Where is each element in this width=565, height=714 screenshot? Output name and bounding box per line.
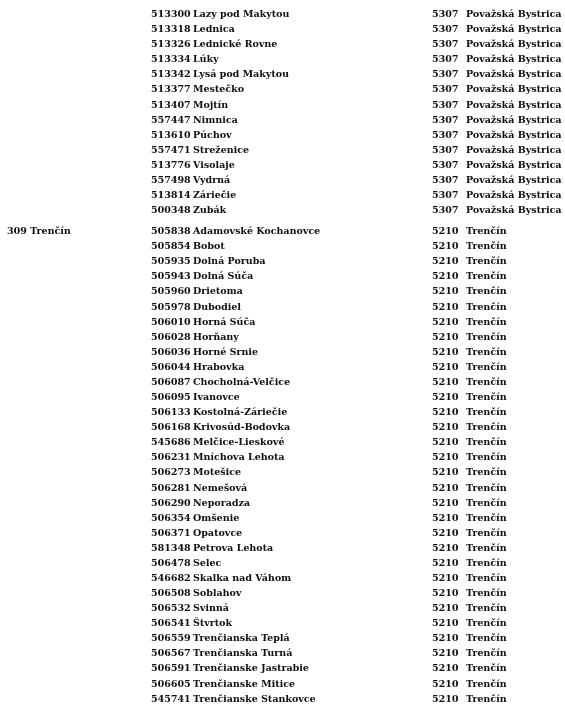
district-name: Trenčín (466, 648, 507, 660)
table-row (0, 420, 565, 435)
district-name: Trenčín (466, 316, 507, 328)
municipality-code: 513814 (151, 190, 191, 201)
district-code: 5210 (432, 452, 459, 464)
table-row (0, 158, 565, 173)
municipality-name: Motešice (193, 467, 242, 479)
district-name: Považská Bystrica (466, 54, 562, 66)
table-row (0, 692, 565, 707)
district-name: Považská Bystrica (466, 9, 562, 20)
municipality-name: Lysá pod Makytou (193, 69, 290, 81)
table-row (0, 37, 565, 52)
district-name: Trenčín (466, 512, 507, 524)
municipality-name: Záriečie (193, 190, 237, 201)
table-row (0, 556, 565, 571)
district-code: 5210 (432, 467, 459, 479)
municipality-name: Neporadza (193, 497, 251, 509)
district-name: Trenčín (466, 226, 507, 238)
district-code: 5307 (432, 99, 459, 111)
district-code: 5210 (432, 557, 459, 569)
municipality-code: 506028 (151, 331, 191, 343)
municipality-name: Trenčianske Jastrabie (193, 663, 309, 675)
table-row (0, 98, 565, 113)
district-name: Trenčín (466, 693, 507, 705)
district-code: 5210 (432, 361, 459, 373)
municipality-code: 557447 (151, 114, 191, 126)
municipality-name: Trenčianska Turná (193, 648, 293, 660)
table-row (0, 661, 565, 676)
table-row (0, 254, 565, 269)
district-name: Trenčín (466, 678, 507, 690)
table-row (0, 601, 565, 616)
municipality-name: Ivanovce (193, 392, 240, 403)
municipality-name: Omšenie (193, 512, 240, 524)
municipality-code: 506567 (151, 648, 191, 660)
municipality-code: 506559 (151, 633, 191, 645)
municipality-code: 505943 (151, 271, 191, 283)
district-name: Považská Bystrica (466, 39, 562, 51)
municipality-name: Bobot (193, 241, 225, 253)
district-code: 5210 (432, 422, 459, 434)
municipality-name: Melčice-Lieskové (193, 437, 285, 449)
table-row (0, 173, 565, 188)
district-code: 5210 (432, 527, 459, 539)
district-code: 5307 (432, 39, 459, 51)
district-code: 5210 (432, 392, 459, 403)
municipality-name: Horná Súča (193, 316, 256, 328)
district-name: Trenčín (466, 346, 507, 358)
table-row (0, 203, 565, 218)
district-name: Trenčín (466, 256, 507, 268)
district-code: 5210 (432, 241, 459, 253)
district-code: 5210 (432, 693, 459, 705)
municipality-name: Chocholná-Velčice (193, 376, 291, 388)
district-name: Trenčín (466, 422, 507, 434)
district-code: 5210 (432, 407, 459, 419)
district-label: 309 Trenčín (7, 226, 71, 238)
district-code: 5210 (432, 663, 459, 675)
table-row (0, 435, 565, 450)
municipality-code: 505838 (151, 226, 191, 238)
municipality-code: 506231 (151, 452, 191, 464)
municipality-code: 505960 (151, 286, 191, 298)
table-row (0, 224, 565, 239)
district-code: 5307 (432, 190, 459, 201)
municipality-name: Svinná (193, 603, 229, 615)
municipality-code: 581348 (151, 542, 191, 554)
municipality-code: 513776 (151, 159, 191, 171)
municipality-code: 506290 (151, 497, 191, 509)
municipality-name: Petrova Lehota (193, 542, 274, 554)
municipality-code: 513610 (151, 129, 191, 141)
municipality-name: Trenčianska Teplá (193, 633, 290, 645)
district-code: 5307 (432, 114, 459, 126)
municipality-name: Zubák (193, 205, 227, 216)
district-code: 5210 (432, 648, 459, 660)
district-code: 5210 (432, 618, 459, 630)
table-row (0, 511, 565, 526)
district-name: Trenčín (466, 271, 507, 283)
district-name: Trenčín (466, 618, 507, 630)
municipality-code: 505978 (151, 301, 191, 313)
district-name: Považská Bystrica (466, 69, 562, 81)
municipality-code: 513407 (151, 99, 191, 111)
table-row (0, 284, 565, 299)
municipality-code: 513318 (151, 24, 191, 36)
municipality-code: 506591 (151, 663, 191, 675)
district-name: Trenčín (466, 497, 507, 509)
municipality-name: Vydrná (193, 174, 231, 186)
municipality-code: 506478 (151, 557, 191, 569)
district-name: Považská Bystrica (466, 159, 562, 171)
municipality-code: 506010 (151, 316, 191, 328)
table-row (0, 239, 565, 254)
district-name: Trenčín (466, 452, 507, 464)
district-name: Trenčín (466, 301, 507, 313)
municipality-code: 506044 (151, 361, 191, 373)
municipality-code: 506541 (151, 618, 191, 630)
district-name: Trenčín (466, 542, 507, 554)
district-name: Trenčín (466, 603, 507, 615)
municipality-code: 506133 (151, 407, 191, 419)
district-code: 5210 (432, 316, 459, 328)
district-code: 5307 (432, 9, 459, 20)
district-name: Trenčín (466, 527, 507, 539)
table-row (0, 300, 565, 315)
municipality-name: Streženice (193, 144, 250, 156)
municipality-name: Soblahov (193, 588, 242, 599)
table-row (0, 465, 565, 480)
municipality-name: Dolná Poruba (193, 256, 266, 268)
district-name: Trenčín (466, 361, 507, 373)
district-code: 5210 (432, 588, 459, 599)
municipality-code: 546682 (151, 573, 191, 584)
district-code: 5210 (432, 573, 459, 584)
municipality-code: 506036 (151, 346, 191, 358)
municipality-code: 506354 (151, 512, 191, 524)
table-row (0, 315, 565, 330)
municipality-name: Horňany (193, 331, 239, 343)
district-code: 5307 (432, 54, 459, 66)
district-code: 5307 (432, 159, 459, 171)
district-code: 5210 (432, 603, 459, 615)
municipality-code: 506168 (151, 422, 191, 434)
municipality-name: Hrabovka (193, 361, 245, 373)
district-code: 5210 (432, 301, 459, 313)
district-name: Považská Bystrica (466, 99, 562, 111)
district-name: Považská Bystrica (466, 24, 562, 36)
table-row (0, 330, 565, 345)
table-row (0, 67, 565, 82)
municipality-code: 557498 (151, 174, 191, 186)
district-name: Trenčín (466, 573, 507, 584)
table-row (0, 128, 565, 143)
municipality-code: 505935 (151, 256, 191, 268)
district-code: 5307 (432, 24, 459, 36)
municipality-name: Lazy pod Makytou (193, 9, 290, 20)
table-row (0, 52, 565, 67)
municipality-code: 506508 (151, 588, 191, 599)
municipality-code: 513342 (151, 69, 191, 81)
municipality-name: Krivosúd-Bodovka (193, 422, 291, 434)
district-code: 5307 (432, 129, 459, 141)
district-name: Považská Bystrica (466, 84, 562, 96)
table-row (0, 269, 565, 284)
municipality-code: 506087 (151, 376, 191, 388)
district-name: Trenčín (466, 467, 507, 479)
district-name: Trenčín (466, 588, 507, 599)
table-row (0, 631, 565, 646)
table-row (0, 616, 565, 631)
district-name: Považská Bystrica (466, 174, 562, 186)
table-row (0, 450, 565, 465)
district-name: Trenčín (466, 633, 507, 645)
district-code: 5307 (432, 69, 459, 81)
table-row (0, 496, 565, 511)
district-name: Trenčín (466, 376, 507, 388)
district-code: 5210 (432, 376, 459, 388)
table-row (0, 586, 565, 601)
district-code: 5210 (432, 286, 459, 298)
table-row (0, 646, 565, 661)
table-row (0, 526, 565, 541)
district-name: Považská Bystrica (466, 129, 562, 141)
table-row (0, 143, 565, 158)
table-row (0, 390, 565, 405)
municipality-name: Dolná Súča (193, 271, 254, 283)
district-name: Trenčín (466, 286, 507, 298)
district-code: 5210 (432, 437, 459, 449)
municipality-name: Selec (193, 557, 222, 569)
municipality-code: 506273 (151, 467, 191, 479)
municipality-name: Mníchova Lehota (193, 452, 285, 464)
table-row (0, 375, 565, 390)
district-code: 5307 (432, 174, 459, 186)
municipality-name: Mojtín (193, 99, 229, 111)
municipality-code: 513334 (151, 54, 191, 66)
municipality-name: Opatovce (193, 527, 243, 539)
table-row (0, 7, 565, 22)
table-row (0, 345, 565, 360)
district-code: 5307 (432, 84, 459, 96)
municipality-name: Kostolná-Záriečie (193, 407, 288, 419)
municipality-name: Dubodiel (193, 301, 242, 313)
municipality-code: 545741 (151, 693, 191, 705)
table-row (0, 360, 565, 375)
table-row (0, 188, 565, 203)
municipality-name: Mestečko (193, 84, 245, 96)
municipality-code: 506532 (151, 603, 191, 615)
district-code: 5210 (432, 678, 459, 690)
municipality-code: 545686 (151, 437, 191, 449)
municipality-name: Lúky (193, 54, 219, 66)
municipality-name: Nemešová (193, 482, 248, 494)
municipality-name: Drietoma (193, 286, 243, 298)
municipality-name: Horné Srnie (193, 346, 259, 358)
district-code: 5210 (432, 226, 459, 238)
district-name: Trenčín (466, 241, 507, 253)
table-row (0, 677, 565, 692)
municipality-name: Visolaje (193, 159, 235, 171)
municipality-code: 513326 (151, 39, 191, 51)
district-name: Považská Bystrica (466, 190, 562, 201)
municipality-code: 505854 (151, 241, 191, 253)
municipality-code: 506605 (151, 678, 191, 690)
municipality-name: Štvrtok (193, 618, 233, 630)
municipality-name: Trenčianske Mitice (193, 678, 296, 690)
district-name: Trenčín (466, 407, 507, 419)
municipality-name: Nimnica (193, 114, 238, 126)
district-name: Trenčín (466, 331, 507, 343)
district-code: 5210 (432, 542, 459, 554)
municipality-code: 513300 (151, 9, 191, 20)
district-name: Trenčín (466, 392, 507, 403)
district-code: 5210 (432, 331, 459, 343)
municipality-name: Lednické Rovne (193, 39, 278, 51)
district-name: Trenčín (466, 663, 507, 675)
district-name: Považská Bystrica (466, 205, 562, 216)
district-name: Trenčín (466, 557, 507, 569)
municipality-name: Trenčianske Stankovce (193, 693, 316, 705)
district-name: Považská Bystrica (466, 144, 562, 156)
municipality-name: Lednica (193, 24, 235, 36)
table-row (0, 571, 565, 586)
district-code: 5210 (432, 346, 459, 358)
district-code: 5210 (432, 271, 459, 283)
municipality-name: Skalka nad Váhom (193, 573, 292, 584)
table-row (0, 113, 565, 128)
municipality-code: 500348 (151, 205, 191, 216)
municipality-code: 513377 (151, 84, 191, 96)
municipality-name: Púchov (193, 129, 232, 141)
table-row (0, 541, 565, 556)
table-row (0, 82, 565, 97)
table-row (0, 481, 565, 496)
district-name: Trenčín (466, 437, 507, 449)
district-name: Považská Bystrica (466, 114, 562, 126)
district-code: 5210 (432, 512, 459, 524)
municipality-code: 506371 (151, 527, 191, 539)
district-code: 5210 (432, 633, 459, 645)
municipality-code: 506095 (151, 392, 191, 403)
district-code: 5210 (432, 256, 459, 268)
district-code: 5210 (432, 497, 459, 509)
table-row (0, 22, 565, 37)
municipality-code: 557471 (151, 144, 191, 156)
district-name: Trenčín (466, 482, 507, 494)
district-code: 5307 (432, 144, 459, 156)
municipality-name: Adamovské Kochanovce (193, 226, 321, 238)
district-code: 5210 (432, 482, 459, 494)
table-row (0, 405, 565, 420)
municipality-code: 506281 (151, 482, 191, 494)
district-code: 5307 (432, 205, 459, 216)
